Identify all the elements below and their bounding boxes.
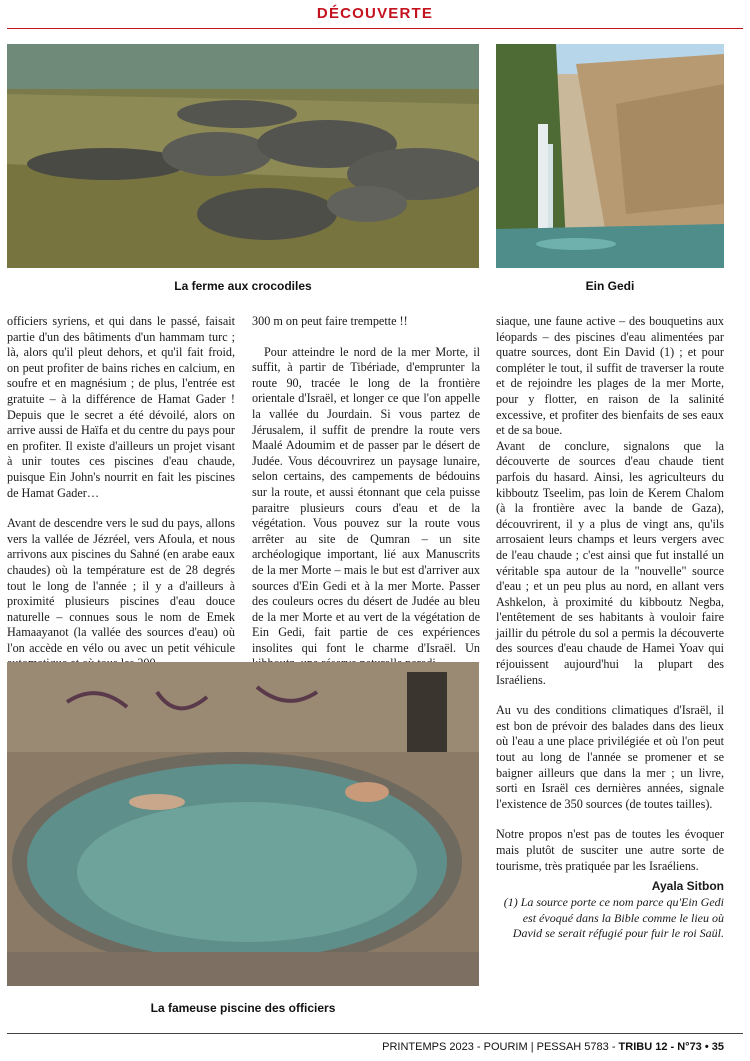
officers-pool-photo: [7, 662, 479, 986]
crocodile-photo-caption: La ferme aux crocodiles: [174, 279, 312, 293]
ein-gedi-photo-caption: Ein Gedi: [585, 279, 635, 293]
body-paragraph: Notre propos n'est pas de toutes les évoquer mais plutôt de susciter une autre sorte de tourisme, très pratiquée par les Israéliens.: [496, 827, 724, 873]
ein-gedi-photo: [496, 44, 724, 268]
header-rule: [7, 28, 743, 29]
section-title: DÉCOUVERTE: [316, 5, 434, 22]
footer-rule: [7, 1033, 743, 1034]
pool-photo-caption: La fameuse piscine des officiers: [150, 1001, 336, 1015]
article-column-2: [252, 314, 480, 687]
page-footer: [382, 1041, 724, 1053]
body-paragraph: Avant de descendre vers le sud du pays, allons vers la vallée de Jézréel, vers Afoula, et nous arrivons aux piscines du Sahné (en arabe eaux chaudes) où la température est de 28 degrés tout le long de l'année ; il y a d'ailleurs à proximité plusieurs piscines d'eau douce naturelle – connues sous le nom de Emek Hamaayanot (la vallée des sources d'eau) où l'on accède en vélo ou avec un petit véhicule: [7, 516, 235, 655]
article-column-1: [7, 314, 235, 687]
article-column-3: [496, 314, 724, 889]
author-signature: Ayala Sitbon: [651, 879, 724, 893]
body-paragraph: Pour atteindre le nord de la mer Morte, il suffit, à partir de Tibériade, d'emprunter la route 90, tracée le long de la frontière orientale d'Israël, et longer ce que l'on appelle la vallée du Jourdain. Si vous partez de Jérusalem, il suffit de prendre la route vers Maalé Adoumim et de passer par le désert de Judée. Vous découvrirez un paysage lunaire, selon certains, des campements de bédouins sur la route, et aussi étonnant que cela puisse paraitre plusieurs cours d'eau et de la végétation. Vous pouvez sur la route vous arrêter au site de Qumran – un site archéologique important, lié aux Manuscrits de la mer Morte – mais le but est d'arriver aux sources d'Ein Gedi et à la mer Morte. Passer des couleurs ocres du désert de Judée au bleu de la mer Morte et au vert de la végétation de Ein Gedi, fait partie de ces expériences insolites qui font le charme d'Israël. Un: [252, 344, 480, 655]
body-paragraph: officiers syriens, et qui dans le passé, faisait partie d'un des bâtiments d'un hammam turc ; là, alors qu'il pleut dehors, et qu'il fait froid, on peut profiter de bains riches en calcium, en soufre et en magnésium ; de plus, l'entrée est gratuite – à la différence de Hamat Gader ! Depuis que le secret a été dévoilé, alors on arrive aussi de Haïfa et du centre du pays pour en profiter. Il existe d'ailleurs un projet visant à unir toutes ces piscines d'eau chaude, puisque Ein John's nourrit en fait les piscines de Hamat Gader…: [7, 314, 235, 500]
body-paragraph: 300 m on peut faire trempette !!: [252, 314, 408, 328]
crocodile-farm-photo: [7, 44, 479, 268]
footnote: (1) La source porte ce nom parce qu'Ein Gedi est évoqué dans la Bible comme le lieu où David se serait réfugié pour fuir le roi Saül.: [503, 895, 724, 940]
footer-issue: PRINTEMPS 2023 - POURIM | PESSAH 5783 -: [382, 1041, 619, 1053]
footer-magazine: TRIBU 12 - N°73 • 35: [618, 1041, 724, 1053]
body-paragraph: Avant de conclure, signalons que la découverte de sources d'eau chaude tient parfois du hasard. Ainsi, les agriculteurs du kibboutz Tseelim, pas loin de Kerem Chalom (à la frontière avec la bande de Gaza), découvrirent, il y a plus de vingt ans, qu'ils arrosaient leurs champs et leurs vergers avec de l'eau chaude ; c'est ainsi que fut installé un véritable spa autour de la "nouvelle" source d'eau ; et un peu plus au nord, en allant vers Ashkelon, à proximité du kibboutz Negba, l'entêtement de ses habitants à vouloir faire jaillir du pétrole du sol a permis la découverte des sources d'eau chaude de Hamei Yoav qui réjouissent aujourd'hui la plupart des Israéliens.: [496, 438, 724, 687]
body-paragraph: Au vu des conditions climatiques d'Israël, il est bon de prévoir des balades dans des lieux où l'eau a une place privilégiée et où l'on peut tout au long de l'année se promener et se baigner ailleurs que dans la mer ; un livre, sorti en Israël ces dernières années, signale l'existence de 350 sources (de toutes tailles).: [496, 703, 724, 811]
body-paragraph: siaque, une faune active – des bouquetins aux léopards – des piscines d'eau alimentées par quatre sources, dont Ein David (1) ; et pour compléter le tout, il suffit de traverser la route et de rejoindre les plages de la mer Morte, pour y flotter, en raison de la salinité excessive, et profiter des bienfaits de ses eaux et de sa boue.: [496, 314, 724, 438]
